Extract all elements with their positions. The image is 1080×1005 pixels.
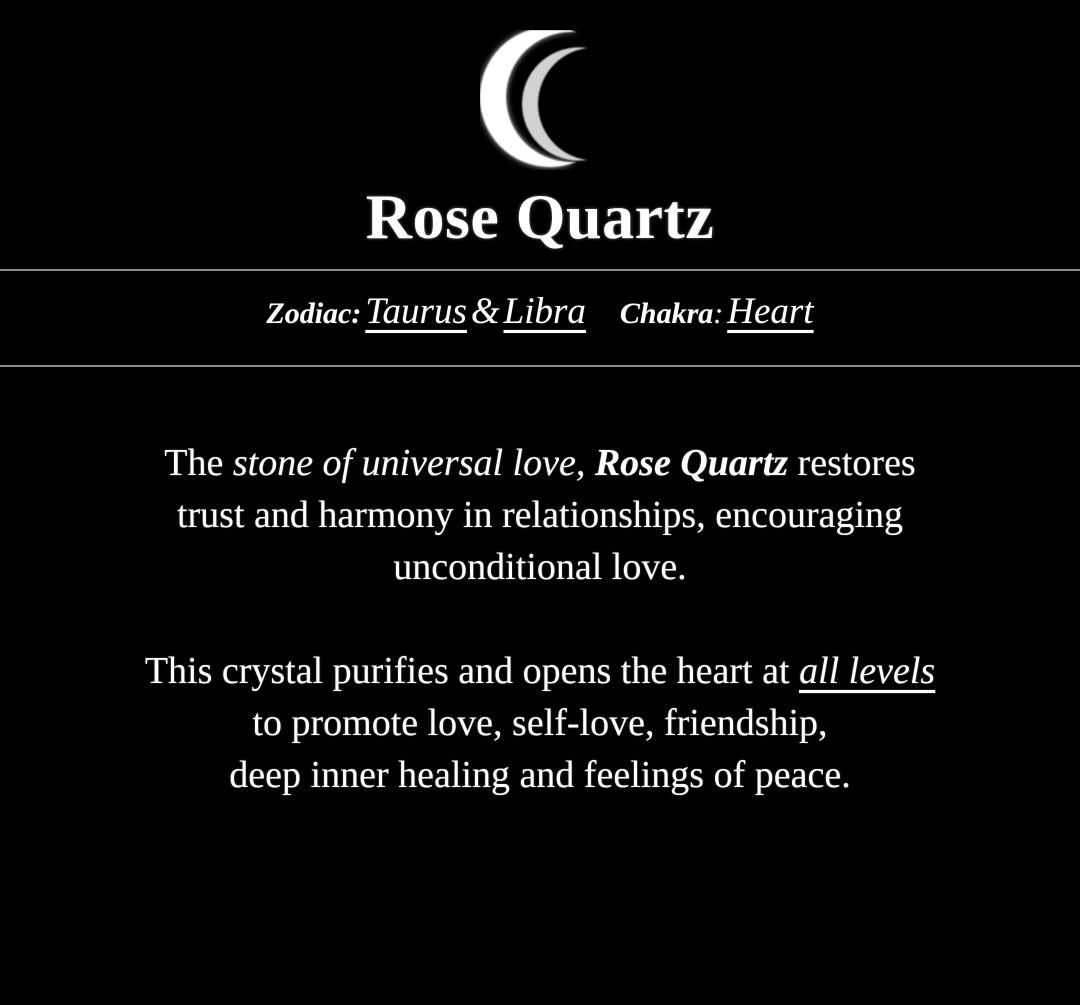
text-run: This crystal purifies and opens the heart at: [144, 650, 800, 692]
ampersand-text: &: [470, 291, 500, 332]
zodiac-chakra-banner: [0, 269, 1080, 367]
paragraph2-line1: [0, 645, 1080, 697]
paragraph-spacer: [0, 593, 1080, 645]
text-run: The: [164, 442, 233, 484]
description-text: [0, 437, 1080, 801]
text-run: [585, 442, 595, 484]
chakra-link-heart[interactable]: Heart: [727, 291, 814, 332]
zodiac-link-libra[interactable]: Libra: [503, 291, 586, 332]
stone-of-universal-love-emphasis: stone of universal love,: [232, 442, 586, 484]
text-run: restores: [788, 442, 916, 484]
chakra-colon: :: [713, 297, 724, 330]
paragraph1-line2: trust and harmony in relationships, encouraging: [176, 494, 904, 536]
chakra-label: Chakra:: [619, 297, 724, 330]
logo-container: [0, 0, 1080, 170]
zodiac-link-taurus[interactable]: Taurus: [365, 291, 467, 332]
all-levels-emphasis: all levels: [799, 650, 936, 692]
page-title: Rose Quartz: [365, 181, 715, 252]
rose-quartz-emphasis: Rose Quartz: [594, 442, 789, 484]
paragraph1-line1: [0, 437, 1080, 489]
paragraph2-line3: deep inner healing and feelings of peace.: [229, 754, 851, 796]
zodiac-label: Zodiac:: [266, 297, 362, 330]
paragraph2-line2: to promote love, self-love, friendship,: [252, 702, 828, 744]
paragraph1-line3: unconditional love.: [393, 546, 687, 588]
double-crescent-moon-icon: [480, 30, 600, 170]
